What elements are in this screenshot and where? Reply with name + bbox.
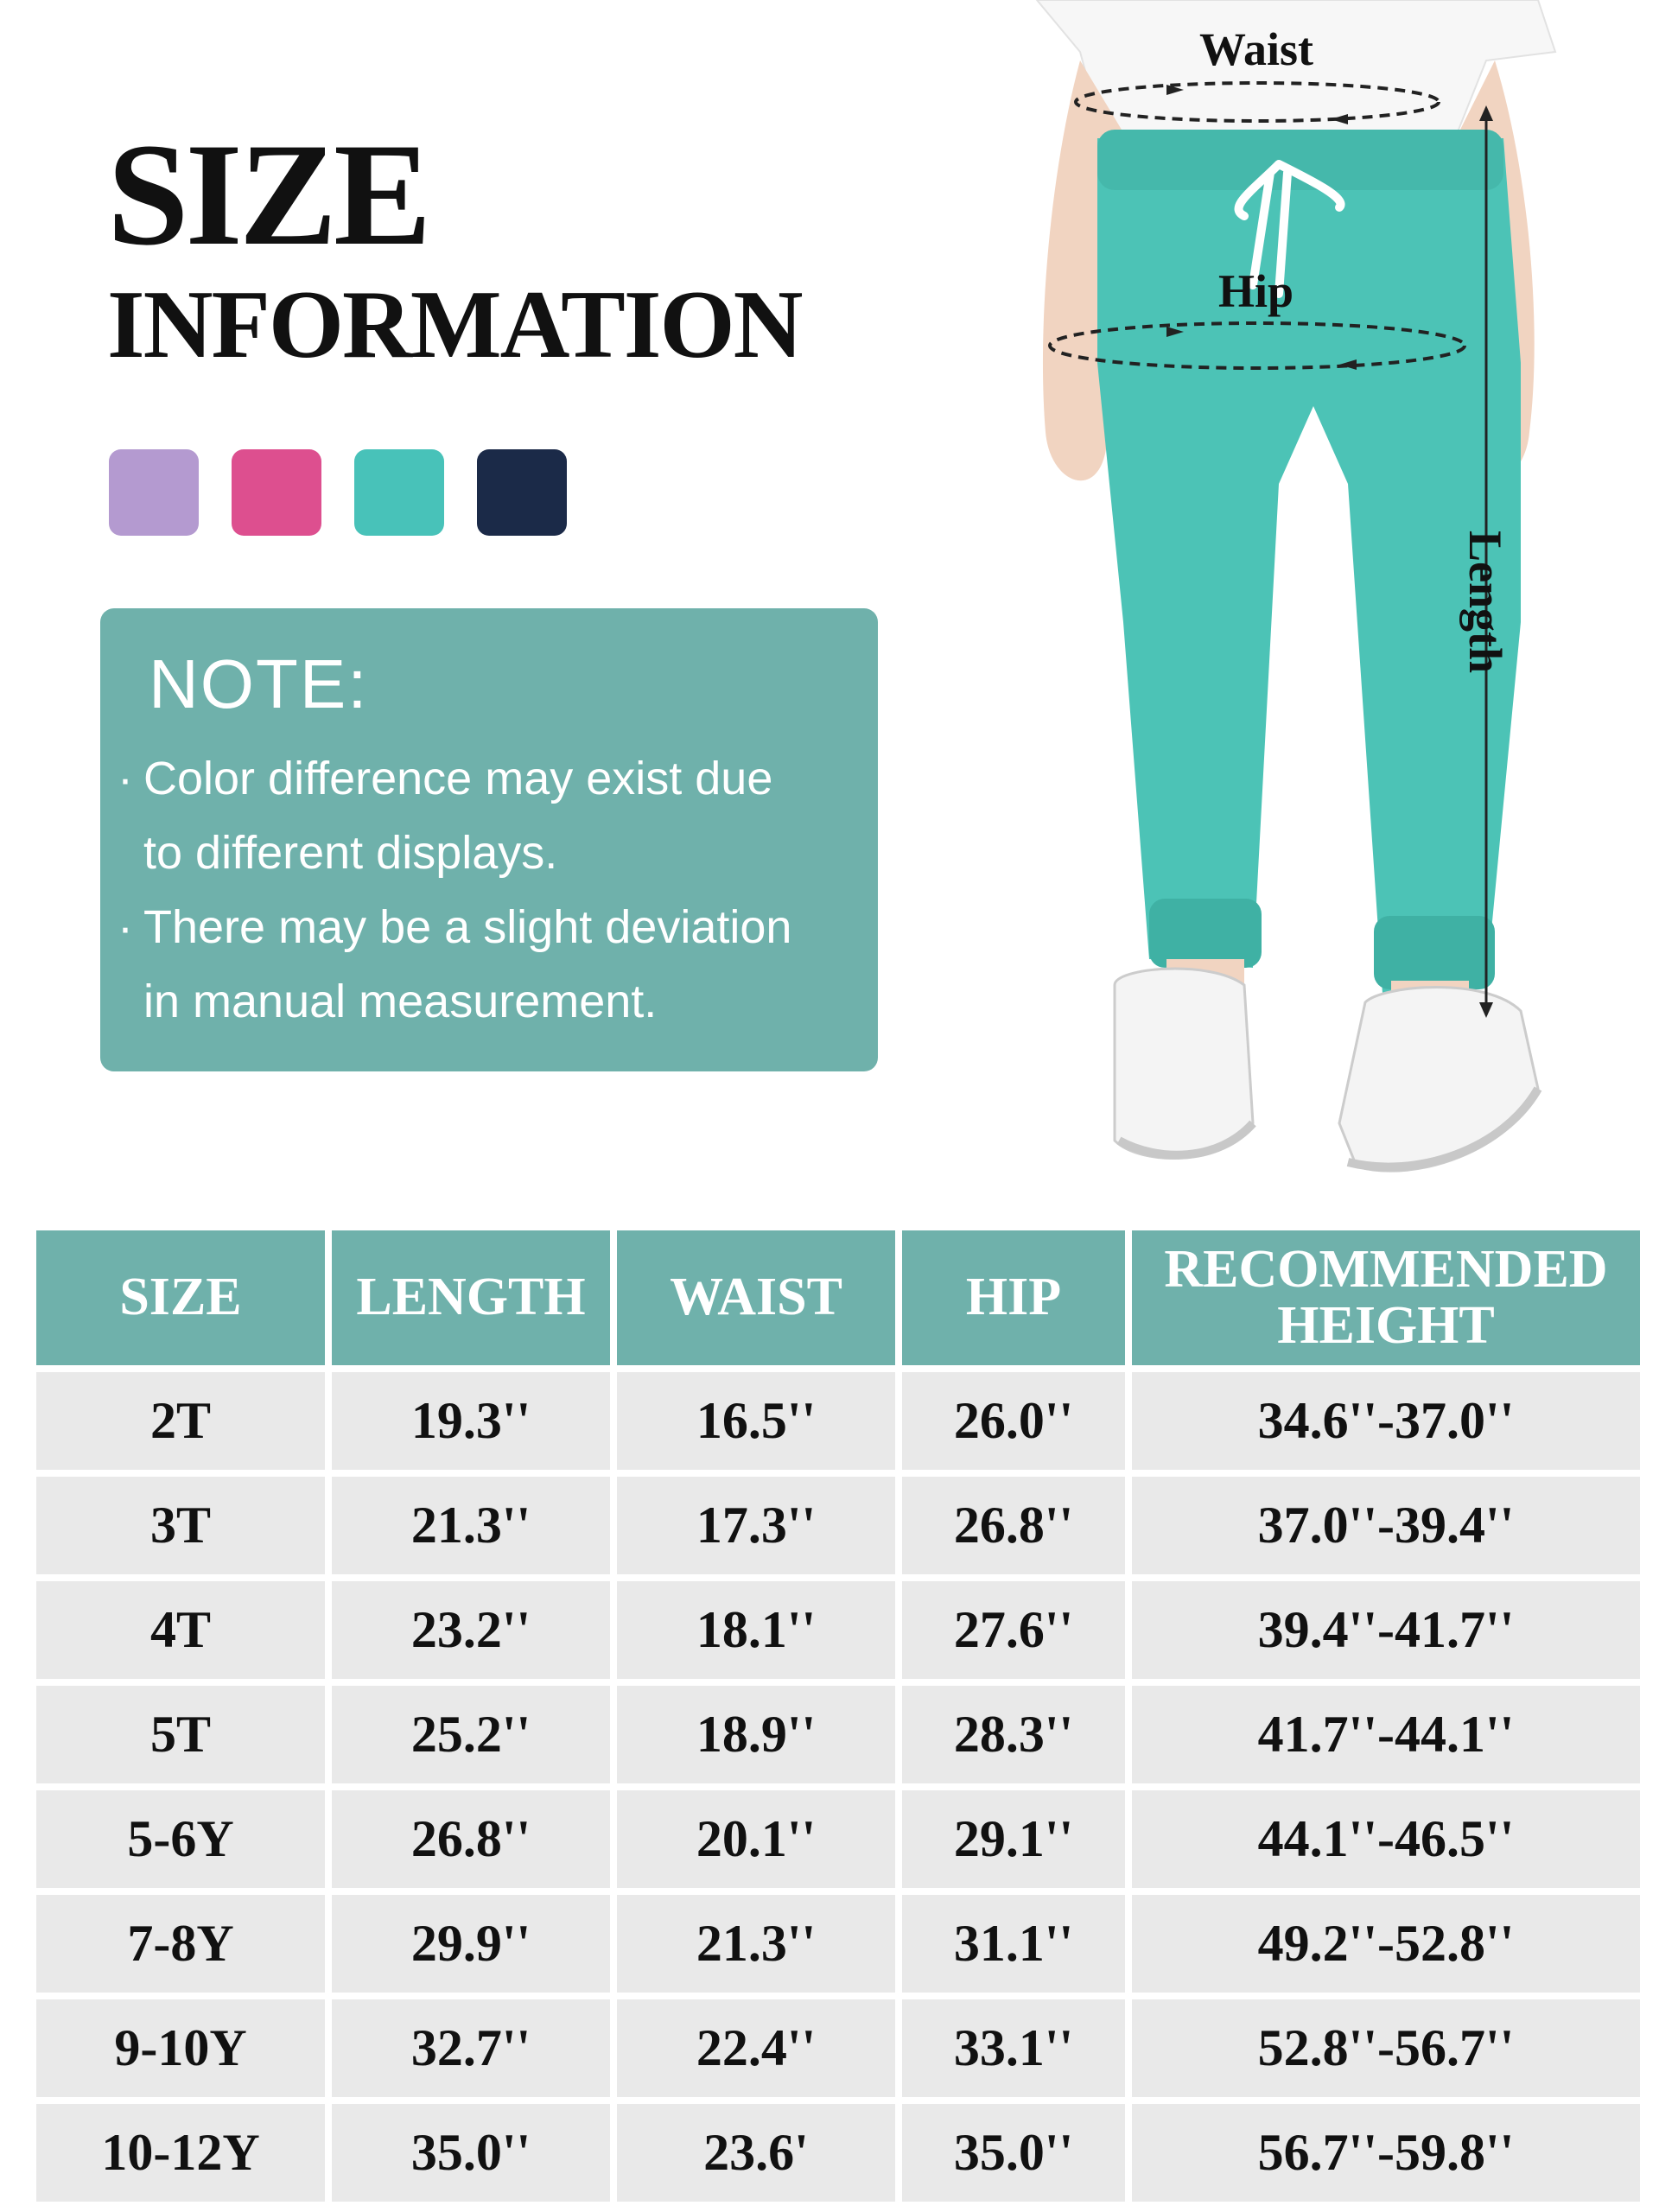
hip-cell: 33.1'' <box>902 1999 1125 2097</box>
waist-cell: 18.1'' <box>617 1581 895 1679</box>
bullet-icon: · <box>118 753 133 804</box>
waist-cell: 21.3'' <box>617 1895 895 1993</box>
waist-cell: 23.6' <box>617 2104 895 2202</box>
length-cell: 32.7'' <box>332 1999 610 2097</box>
recommended-height-cell: 39.4''-41.7'' <box>1132 1581 1640 1679</box>
recommended-height-cell: 34.6''-37.0'' <box>1132 1372 1640 1470</box>
size-cell: 5T <box>36 1686 325 1783</box>
size-cell: 2T <box>36 1372 325 1470</box>
size-cell: 3T <box>36 1477 325 1574</box>
swatch-purple[interactable] <box>109 449 199 536</box>
recommended-height-cell: 56.7''-59.8'' <box>1132 2104 1640 2202</box>
size-cell: 4T <box>36 1581 325 1679</box>
length-label: Length <box>1459 531 1511 674</box>
hip-label: Hip <box>1218 265 1294 317</box>
hip-cell: 28.3'' <box>902 1686 1125 1783</box>
recommended-height-cell: 49.2''-52.8'' <box>1132 1895 1640 1993</box>
hip-cell: 26.0'' <box>902 1372 1125 1470</box>
swatch-navy[interactable] <box>477 449 567 536</box>
note-text: Color difference may exist due <box>143 753 773 804</box>
hip-cell: 26.8'' <box>902 1477 1125 1574</box>
size-cell: 5-6Y <box>36 1790 325 1888</box>
note-line <box>118 901 792 953</box>
waist-cell: 17.3'' <box>617 1477 895 1574</box>
header-hip: HIP <box>902 1230 1125 1365</box>
header-waist: WAIST <box>617 1230 895 1365</box>
swatch-pink[interactable] <box>232 449 321 536</box>
product-photo <box>968 0 1659 1192</box>
length-cell: 23.2'' <box>332 1581 610 1679</box>
length-cell: 29.9'' <box>332 1895 610 1993</box>
hip-cell: 27.6'' <box>902 1581 1125 1679</box>
waist-cell: 18.9'' <box>617 1686 895 1783</box>
hip-cell: 31.1'' <box>902 1895 1125 1993</box>
hip-cell: 29.1'' <box>902 1790 1125 1888</box>
header-length: LENGTH <box>332 1230 610 1365</box>
length-cell: 25.2'' <box>332 1686 610 1783</box>
note-title: NOTE: <box>149 645 369 722</box>
size-cell: 7-8Y <box>36 1895 325 1993</box>
waist-cell: 16.5'' <box>617 1372 895 1470</box>
recommended-height-cell: 41.7''-44.1'' <box>1132 1686 1640 1783</box>
waist-cell: 20.1'' <box>617 1790 895 1888</box>
length-cell: 26.8'' <box>332 1790 610 1888</box>
note-card <box>100 608 878 1071</box>
size-title: SIZE <box>107 113 429 276</box>
size-cell: 10-12Y <box>36 2104 325 2202</box>
information-title: INFORMATION <box>107 271 802 378</box>
bullet-icon: · <box>118 901 133 953</box>
recommended-height-cell: 44.1''-46.5'' <box>1132 1790 1640 1888</box>
length-cell: 19.3'' <box>332 1372 610 1470</box>
header-recommended-height: RECOMMENDED HEIGHT <box>1132 1230 1640 1365</box>
note-line: to different displays. <box>143 827 558 879</box>
header-size: SIZE <box>36 1230 325 1365</box>
note-text: There may be a slight deviation <box>143 901 792 953</box>
length-cell: 21.3'' <box>332 1477 610 1574</box>
size-cell: 9-10Y <box>36 1999 325 2097</box>
recommended-height-cell: 52.8''-56.7'' <box>1132 1999 1640 2097</box>
waist-label: Waist <box>1199 23 1314 75</box>
length-cell: 35.0'' <box>332 2104 610 2202</box>
waist-cell: 22.4'' <box>617 1999 895 2097</box>
note-line: in manual measurement. <box>143 976 658 1027</box>
hip-cell: 35.0'' <box>902 2104 1125 2202</box>
recommended-height-cell: 37.0''-39.4'' <box>1132 1477 1640 1574</box>
note-line <box>118 755 772 802</box>
swatch-turquoise[interactable] <box>354 449 444 536</box>
